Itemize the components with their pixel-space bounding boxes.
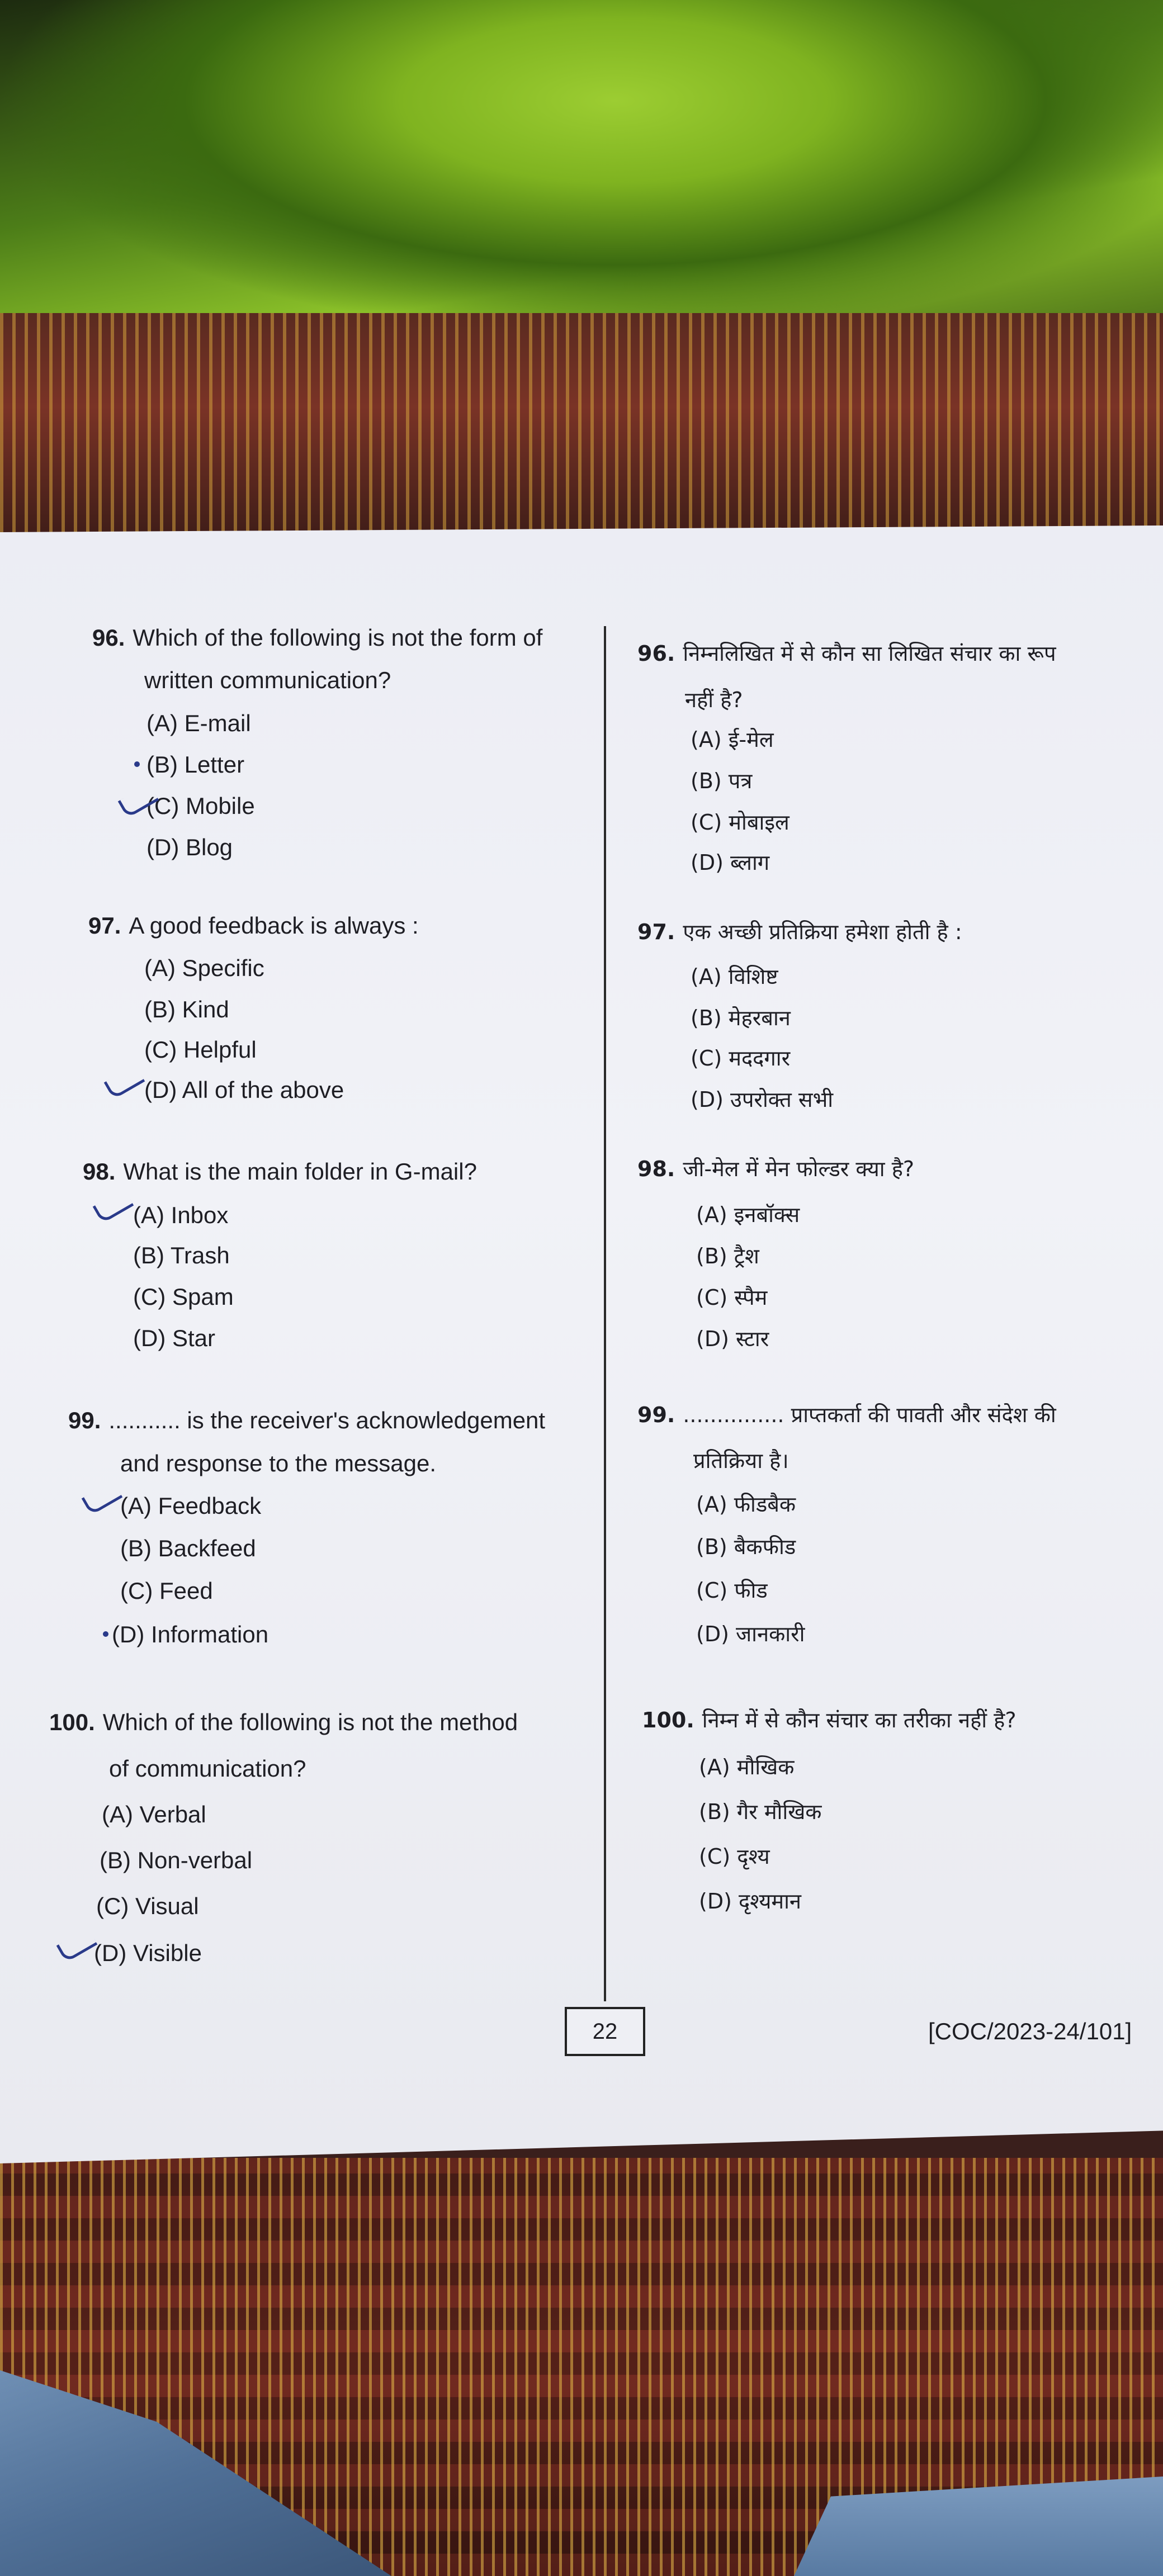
- option-a: (A) ई-मेल: [691, 727, 774, 752]
- option-d: (D) All of the above: [144, 1077, 344, 1103]
- option-c: (C) दृश्य: [699, 1844, 770, 1869]
- question-text: एक अच्छी प्रतिक्रिया हमेशा होती है :: [683, 920, 962, 944]
- question-text: What is the main folder in G-mail?: [123, 1158, 477, 1185]
- option-a: (A) Inbox: [133, 1202, 229, 1228]
- option-c: (C) Helpful: [144, 1036, 257, 1063]
- option-d: (D) जानकारी: [696, 1622, 805, 1646]
- option-b: (B) गैर मौखिक: [699, 1800, 822, 1824]
- option-b: (B) Kind: [144, 996, 229, 1022]
- option-b: (B) Letter: [146, 751, 245, 778]
- option-b: (B) Non-verbal: [100, 1847, 253, 1873]
- page-number-box: [565, 2007, 645, 2056]
- option-c: (C) मोबाइल: [691, 810, 789, 835]
- option-d: (D) ब्लाग: [691, 850, 770, 875]
- question-text: निम्नलिखित में से कौन सा लिखित संचार का रूप: [683, 641, 1056, 666]
- option-d: (D) स्टार: [696, 1327, 769, 1351]
- question-number: 96.: [637, 641, 675, 666]
- question-text: A good feedback is always :: [129, 912, 419, 939]
- option-b: (B) पत्र: [691, 769, 753, 793]
- option-a: (A) Specific: [144, 955, 264, 981]
- question-text-line2: and response to the message.: [120, 1450, 437, 1476]
- question-number: 97.: [88, 912, 121, 939]
- option-a: (A) मौखिक: [699, 1755, 795, 1779]
- option-b: (B) मेहरबान: [691, 1006, 791, 1030]
- pen-dot-mark: [134, 761, 140, 767]
- option-b: (B) Backfeed: [120, 1535, 256, 1561]
- option-b: (B) Trash: [133, 1242, 230, 1268]
- question-number: 99.: [637, 1403, 675, 1427]
- question-number: 100.: [642, 1708, 694, 1732]
- option-d: (D) Visible: [94, 1940, 202, 1966]
- option-d: (D) Blog: [146, 834, 233, 860]
- question-100-en: [49, 1711, 518, 1734]
- option-c: (C) Spam: [133, 1284, 234, 1310]
- option-a: (A) Feedback: [120, 1493, 262, 1519]
- question-number: 100.: [49, 1709, 95, 1735]
- option-a: (A) विशिष्ट: [691, 964, 778, 989]
- option-a: (A) E-mail: [146, 710, 251, 736]
- question-number: 97.: [637, 920, 675, 944]
- option-d: (D) Information: [112, 1621, 269, 1647]
- question-96-en: [92, 626, 542, 650]
- question-number: 98.: [83, 1158, 116, 1185]
- question-98-en: [83, 1160, 477, 1183]
- question-100-hi: [642, 1710, 1017, 1731]
- page-number: 22: [592, 2019, 618, 2044]
- question-97-hi: [637, 921, 962, 943]
- option-c: (C) स्पैम: [696, 1285, 768, 1310]
- question-text: निम्न में से कौन संचार का तरीका नहीं है?: [702, 1708, 1017, 1732]
- option-c: (C) Mobile: [146, 793, 255, 819]
- option-a: (A) इनबॉक्स: [696, 1202, 800, 1227]
- column-divider: [604, 626, 606, 2001]
- question-96-hi: [637, 643, 1056, 664]
- question-text-line2: written communication?: [144, 667, 391, 693]
- option-c: (C) Visual: [96, 1893, 199, 1919]
- question-text: Which of the following is not the form of: [133, 624, 543, 651]
- question-97-en: [88, 914, 419, 937]
- option-b: (B) ट्रैश: [696, 1244, 759, 1268]
- question-text-line2: of communication?: [109, 1755, 306, 1782]
- question-text-line2: नहीं है?: [685, 688, 743, 712]
- option-d: (D) दृश्यमान: [699, 1889, 802, 1914]
- option-a: (A) Verbal: [102, 1801, 206, 1827]
- option-a: (A) फीडबैक: [696, 1492, 796, 1517]
- question-number: 98.: [637, 1157, 675, 1181]
- option-c: (C) फीड: [696, 1578, 768, 1603]
- option-d: (D) Star: [133, 1325, 215, 1351]
- question-number: 96.: [92, 624, 125, 651]
- option-c: (C) Feed: [120, 1578, 213, 1604]
- question-text: Which of the following is not the method: [102, 1709, 518, 1735]
- fabric-background-top: [0, 313, 1163, 548]
- question-99-en: [68, 1409, 545, 1432]
- option-d: (D) उपरोक्त सभी: [691, 1087, 834, 1112]
- question-text: ............... प्राप्तकर्ता की पावती और संदेश की: [683, 1403, 1056, 1427]
- question-99-hi: [637, 1404, 1056, 1426]
- question-text-line2: प्रतिक्रिया है।: [693, 1448, 789, 1473]
- option-c: (C) मददगार: [691, 1046, 791, 1071]
- pen-dot-mark: [103, 1631, 108, 1637]
- question-98-hi: [637, 1158, 914, 1180]
- question-text: ........... is the receiver's acknowledgement: [108, 1407, 546, 1433]
- option-b: (B) बैकफीड: [696, 1535, 796, 1559]
- question-number: 99.: [68, 1407, 101, 1433]
- question-text: जी-मेल में मेन फोल्डर क्या है?: [683, 1157, 915, 1181]
- paper-code: [COC/2023-24/101]: [928, 2018, 1132, 2044]
